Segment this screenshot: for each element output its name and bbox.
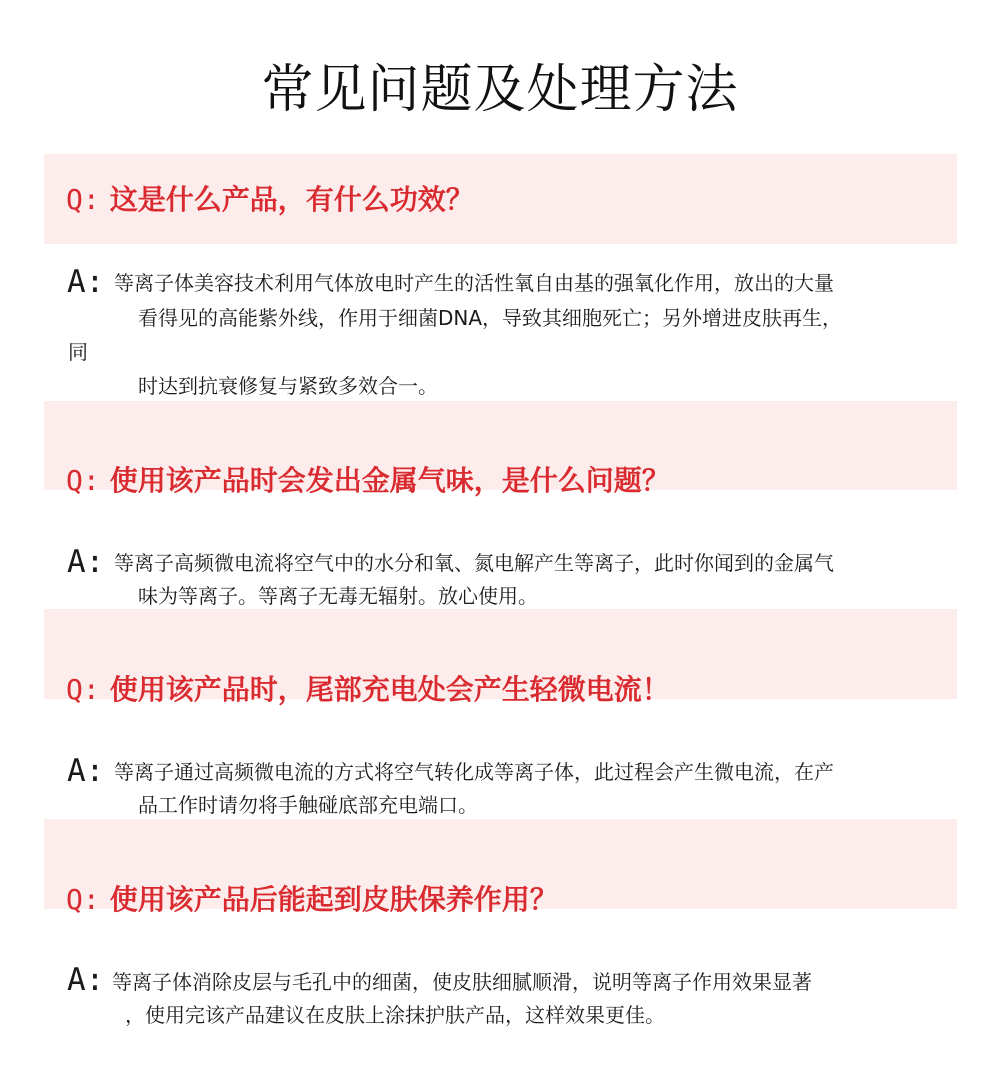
answer-prefix: A: — [67, 962, 105, 998]
question-prefix: Q: — [66, 883, 100, 916]
answer-prefix: A: — [67, 264, 105, 300]
question-text: 使用该产品时，尾部充电处会产生轻微电流！ — [109, 673, 670, 706]
question-prefix: Q: — [66, 183, 100, 216]
question-text: 使用该产品后能起到皮肤保养作用？ — [109, 883, 558, 916]
answer-line: 看得见的高能紫外线，作用于细菌DNA，导致其细胞死亡；另外增进皮肤再生， — [138, 306, 843, 330]
answer-line: 味为等离子。等离子无毒无辐射。放心使用。 — [138, 584, 538, 608]
answer-line: 同 — [68, 340, 88, 364]
answer-line: 等离子通过高频微电流的方式将空气转化成等离子体，此过程会产生微电流，在产 — [114, 760, 834, 784]
answer-line: 等离子高频微电流将空气中的水分和氧、氮电解产生等离子，此时你闻到的金属气 — [114, 551, 834, 575]
answer-line: 等离子体消除皮层与毛孔中的细菌，使皮肤细腻顺滑，说明等离子作用效果显著 — [112, 970, 812, 994]
question-prefix: Q: — [66, 464, 100, 497]
answer-line: ，使用完该产品建议在皮肤上涂抹护肤产品，这样效果更佳。 — [125, 1003, 665, 1027]
answer-line: 时达到抗衰修复与紧致多效合一。 — [138, 374, 438, 398]
answer-line: 等离子体美容技术利用气体放电时产生的活性氧自由基的强氧化作用，放出的大量 — [114, 271, 834, 295]
question-row — [66, 461, 670, 501]
question-text: 使用该产品时会发出金属气味，是什么问题？ — [109, 464, 670, 497]
question-row — [66, 880, 558, 920]
page-title: 常见问题及处理方法 — [261, 60, 739, 120]
answer-prefix: A: — [67, 753, 105, 789]
question-row — [66, 180, 474, 220]
question-row — [66, 670, 670, 710]
answer-line: 品工作时请勿将手触碰底部充电端口。 — [138, 793, 478, 817]
answer-prefix: A: — [67, 544, 105, 580]
question-prefix: Q: — [66, 673, 100, 706]
question-text: 这是什么产品，有什么功效？ — [109, 183, 474, 216]
